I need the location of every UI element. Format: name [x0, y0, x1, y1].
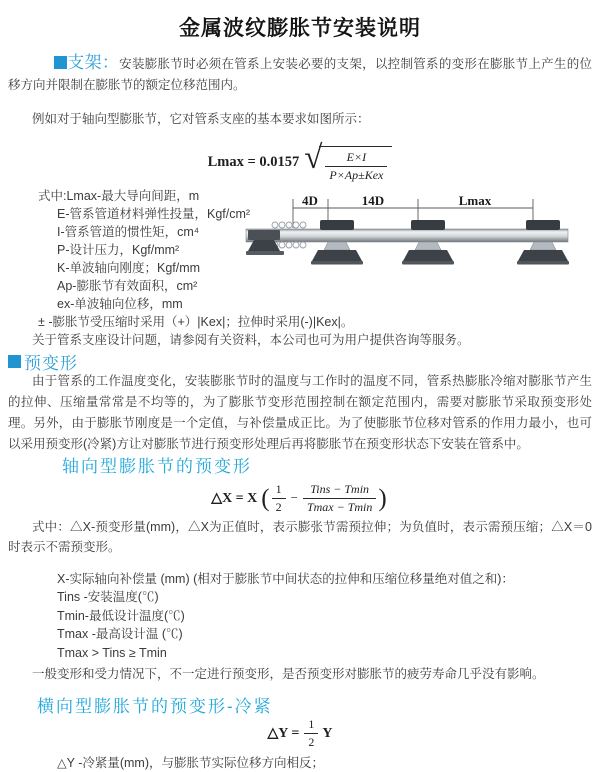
axial-subsection-heading: 轴向型膨胀节的预变形: [8, 457, 592, 477]
definition-line: E-管系管道材料弹性投量，Kgf/cm²: [8, 205, 592, 223]
guide-spacing-formula: [8, 142, 592, 182]
lateral-note-line: △Y -冷紧量(mm)，与膨胀节实际位移方向相反；: [8, 754, 592, 772]
support-intro-paragraph: [8, 52, 592, 96]
support-intro-text: 安装膨胀节时必须在管系上安装必要的支架，以控制管系的变形在膨胀节上产生的位移方向并限制在膨胀节的额定位移范围内。: [8, 57, 592, 92]
definition-line: P-设计压力，Kgf/mm²: [8, 241, 592, 259]
formula-lhs: △Y =: [268, 725, 300, 742]
consult-service-line: 关于管系支座设计问题，请参阅有关资料，本公司也可为用户提供咨询等服务。: [8, 331, 592, 349]
minus-sign: −: [291, 490, 298, 506]
open-paren: (: [261, 486, 269, 511]
half-numerator: 1: [304, 717, 318, 733]
radical-sign-icon: √: [304, 142, 322, 175]
dimension-label: 14D: [362, 193, 384, 208]
predeform-section-heading: [8, 352, 592, 371]
dimension-label: 4D: [302, 193, 318, 208]
formula-lhs: Lmax = 0.0157: [208, 154, 300, 171]
definition-line: I-管系管道的惯性矩，cm⁴: [8, 223, 592, 241]
definition-line: K-单波轴向刚度；Kgf/mm: [8, 259, 592, 277]
page-title: 金属波纹膨胀节安装说明: [8, 0, 592, 42]
anchor-support: [246, 230, 284, 255]
sqrt-radical: [304, 142, 392, 183]
temp-numerator: Tins − Tmin: [306, 482, 373, 498]
axial-note-line: Tmax > Tins ≥ Tmin: [8, 644, 592, 663]
close-paren: ): [378, 486, 386, 511]
pipe-support-diagram: [246, 192, 590, 292]
lateral-predeform-formula: [8, 719, 592, 749]
definition-line: 式中:Lmax-最大导向间距，m: [8, 187, 592, 205]
formula-rhs: Y: [322, 726, 332, 742]
formula-numerator: E×I: [343, 150, 370, 166]
axial-note-line: Tins -安装温度(℃): [8, 588, 592, 607]
temp-denominator: Tmax − Tmin: [303, 498, 376, 515]
support-section-heading: 支架：: [67, 53, 119, 72]
predeform-body-paragraph: 由于管系的工作温度变化，安装膨胀节时的温度与工作时的温度不同，管系热膨胀冷缩对膨胀节产生的拉伸、压缩量常常是不均等的，为了膨胀节变形范围控制在额定范围内，需要对膨胀节采取预变形处理。另外，由于膨胀节刚度是一个定值，与补偿量成正比。为了使膨胀节位移对管系的作用力最小，也可以采用预变形(冷紧)方让对膨胀节进行预变形处理后再将膨胀节在预变形状态下安装在管系中。: [8, 371, 592, 455]
axial-note-line: X-实际轴向补偿量 (mm) (相对于膨胀节中间状态的拉伸和压缩位移量绝对值之和)：: [8, 570, 592, 589]
definition-line: ex-单波轴向位移，mm: [8, 295, 592, 313]
pipe: [246, 229, 568, 242]
section-square-icon: [54, 56, 67, 69]
formula-lhs: △X = X: [211, 490, 257, 507]
axial-note-line: Tmin-最低设计温度(℃): [8, 607, 592, 626]
half-denominator: 2: [304, 733, 318, 750]
half-numerator: 1: [272, 482, 286, 498]
axial-formula-explanation: 式中：△X-预变形量(mm)，△X为正值时，表示膨张节需预拉伸；为负值时，表示需预压缩；△X＝0时表示不需预变形。: [8, 517, 592, 557]
axial-note-line: Tmax -最高设计温 (℃): [8, 625, 592, 644]
support-example-line: 例如对于轴向型膨胀节，它对管系支座的基本要求如图所示：: [8, 109, 592, 130]
formula-denominator: P×Ap±Kex: [325, 166, 387, 183]
half-denominator: 2: [272, 498, 286, 515]
axial-predeform-formula: [8, 481, 592, 515]
dimension-label: Lmax: [459, 193, 492, 208]
lateral-subsection-heading: 横向型膨胀节的预变形-冷紧: [8, 697, 592, 717]
definition-line: Ap-膨胀节有效面积，cm²: [8, 277, 592, 295]
predeform-heading-label: 预变形: [24, 349, 78, 374]
definition-line: ± -膨胀节受压缩时采用（+）|Kex|；拉伸时采用(-)|Kex|。: [8, 313, 592, 331]
axial-closing-note: 一般变形和受力情况下，不一定进行预变形，是否预变形对膨胀节的疲劳寿命几乎没有影响。: [8, 664, 592, 684]
section-square-icon: [8, 355, 21, 368]
